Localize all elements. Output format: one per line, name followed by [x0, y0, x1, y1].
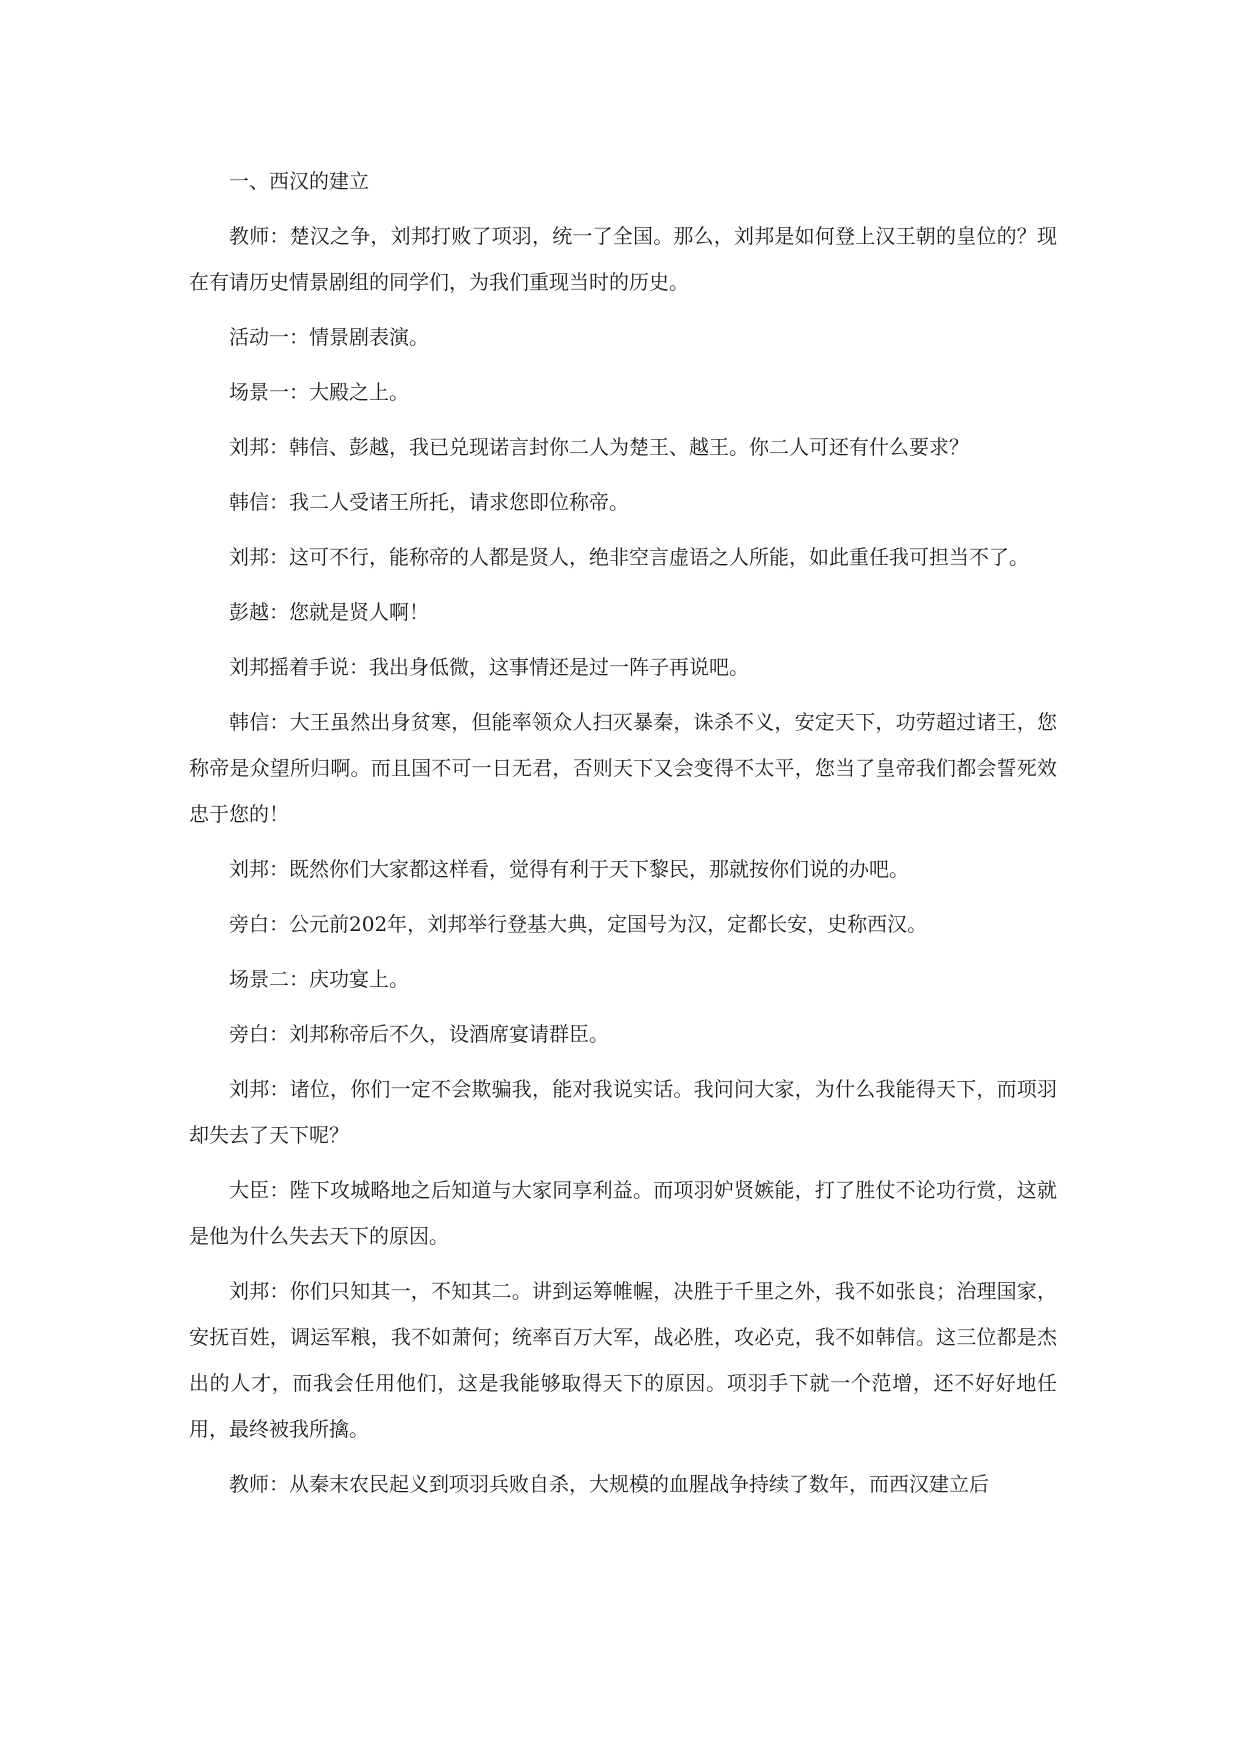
section-heading: 一、西汉的建立 [229, 169, 369, 193]
paragraph: 刘邦摇着手说：我出身低微，这事情还是过一阵子再说吧。 [229, 655, 749, 679]
paragraph: 刘邦：诸位，你们一定不会欺骗我，能对我说实话。我问问大家，为什么我能得天下，而项羽却失去了天下呢？ [189, 1077, 1057, 1147]
document-body [189, 158, 1057, 1516]
paragraph: 教师：楚汉之争，刘邦打败了项羽，统一了全国。那么，刘邦是如何登上汉王朝的皇位的？现在有请历史情景剧组的同学们，为我们重现当时的历史。 [189, 224, 1057, 294]
paragraph: 场景一：大殿之上。 [229, 380, 409, 404]
paragraph: 大臣：陛下攻城略地之后知道与大家同享利益。而项羽妒贤嫉能，打了胜仗不论功行赏，这就是他为什么失去天下的原因。 [189, 1178, 1057, 1248]
paragraph: 刘邦：既然你们大家都这样看，觉得有利于天下黎民，那就按你们说的办吧。 [229, 857, 909, 881]
paragraph: 活动一：情景剧表演。 [229, 325, 429, 349]
paragraph: 教师：从秦末农民起义到项羽兵败自杀，大规模的血腥战争持续了数年，而西汉建立后 [229, 1472, 989, 1496]
paragraph: 韩信：我二人受诸王所托，请求您即位称帝。 [229, 490, 629, 514]
paragraph: 旁白：公元前202年，刘邦举行登基大典，定国号为汉，定都长安，史称西汉。 [229, 912, 928, 936]
paragraph: 场景二：庆功宴上。 [229, 967, 409, 991]
paragraph: 刘邦：你们只知其一，不知其二。讲到运筹帷幄，决胜于千里之外，我不如张良；治理国家，安抚百姓，调运军粮，我不如萧何；统率百万大军，战必胜，攻必克，我不如韩信。这三位都是杰出的人才，而我会任用他们，这是我能够取得天下的原因。项羽手下就一个范增，还不好好地任用，最终被我所擒。 [189, 1279, 1057, 1441]
paragraph: 彭越：您就是贤人啊！ [229, 600, 429, 624]
paragraph: 旁白：刘邦称帝后不久，设酒席宴请群臣。 [229, 1022, 609, 1046]
paragraph: 刘邦：韩信、彭越，我已兑现诺言封你二人为楚王、越王。你二人可还有什么要求？ [229, 435, 969, 459]
paragraph: 刘邦：这可不行，能称帝的人都是贤人，绝非空言虚语之人所能，如此重任我可担当不了。 [229, 545, 1029, 569]
paragraph: 韩信：大王虽然出身贫寒，但能率领众人扫灭暴秦，诛杀不义，安定天下，功劳超过诸王，您称帝是众望所归啊。而且国不可一日无君，否则天下又会变得不太平，您当了皇帝我们都会誓死效忠于您的！ [189, 710, 1057, 826]
